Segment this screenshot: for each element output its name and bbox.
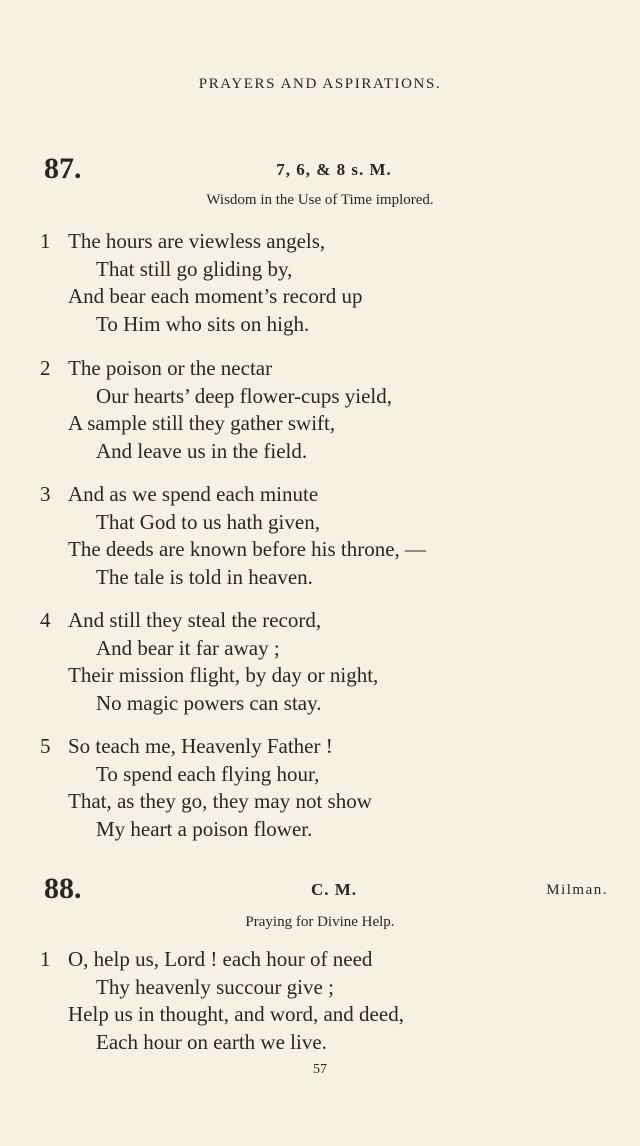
- verse-line: That still go gliding by,: [96, 256, 293, 281]
- running-head: PRAYERS AND ASPIRATIONS.: [198, 76, 442, 92]
- verse-line: Our hearts’ deep flower-cups yield,: [96, 383, 392, 408]
- stanza-3: [40, 481, 600, 591]
- verse-line: Their mission flight, by day or night,: [68, 663, 379, 687]
- verse-line: Help us in thought, and word, and deed,: [68, 1002, 404, 1026]
- stanza-1: [40, 946, 600, 1056]
- verse-line: 3 And as we spend each minute: [40, 481, 600, 509]
- verse-line: Each hour on earth we live.: [96, 1029, 327, 1054]
- stanza-1: [40, 228, 600, 338]
- stanza-number: 4: [40, 608, 51, 632]
- stanza-number: 3: [40, 482, 51, 506]
- hymn-subtitle: Wisdom in the Use of Time implored.: [206, 192, 434, 208]
- verse-line: 1 The hours are viewless angels,: [40, 228, 600, 256]
- hymn-number: 87.: [44, 152, 82, 185]
- stanza-number: 1: [40, 229, 51, 253]
- stanza-4: [40, 607, 600, 717]
- hymn-meter: C. M.: [310, 880, 358, 899]
- stanza-number: 5: [40, 734, 51, 758]
- hymn-meter: 7, 6, & 8 s. M.: [276, 160, 392, 179]
- verse-line: 5 So teach me, Heavenly Father !: [40, 733, 600, 761]
- verse-line: My heart a poison flower.: [96, 816, 313, 841]
- verse-line: 4 And still they steal the record,: [40, 607, 600, 635]
- verse-line: That, as they go, they may not show: [68, 789, 372, 813]
- hymn-87-header: [44, 152, 604, 192]
- hymn-author: Milman.: [546, 882, 608, 898]
- verse-line: The tale is told in heaven.: [96, 564, 313, 589]
- stanza-number: 1: [40, 947, 51, 971]
- verse-line: Thy heavenly succour give ;: [96, 974, 334, 999]
- hymn-88-header: [44, 872, 608, 912]
- verse-line: A sample still they gather swift,: [68, 411, 336, 435]
- verse-line: 2 The poison or the nectar: [40, 355, 600, 383]
- verse-line: No magic powers can stay.: [96, 690, 322, 715]
- verse-line: That God to us hath given,: [96, 509, 320, 534]
- verse-line: And leave us in the field.: [96, 438, 308, 463]
- verse-line: The deeds are known before his throne, —: [68, 537, 427, 561]
- hymn-subtitle: Praying for Divine Help.: [245, 914, 395, 930]
- stanza-2: [40, 355, 600, 465]
- stanza-5: [40, 733, 600, 843]
- page-number: 57: [313, 1062, 327, 1077]
- verse-line: And bear it far away ;: [96, 635, 280, 660]
- verse-line: 1 O, help us, Lord ! each hour of need: [40, 946, 600, 974]
- stanza-number: 2: [40, 356, 51, 380]
- verse-line: To spend each flying hour,: [96, 761, 320, 786]
- verse-line: And bear each moment’s record up: [68, 284, 363, 308]
- verse-line: To Him who sits on high.: [96, 311, 310, 336]
- hymn-number: 88.: [44, 872, 82, 905]
